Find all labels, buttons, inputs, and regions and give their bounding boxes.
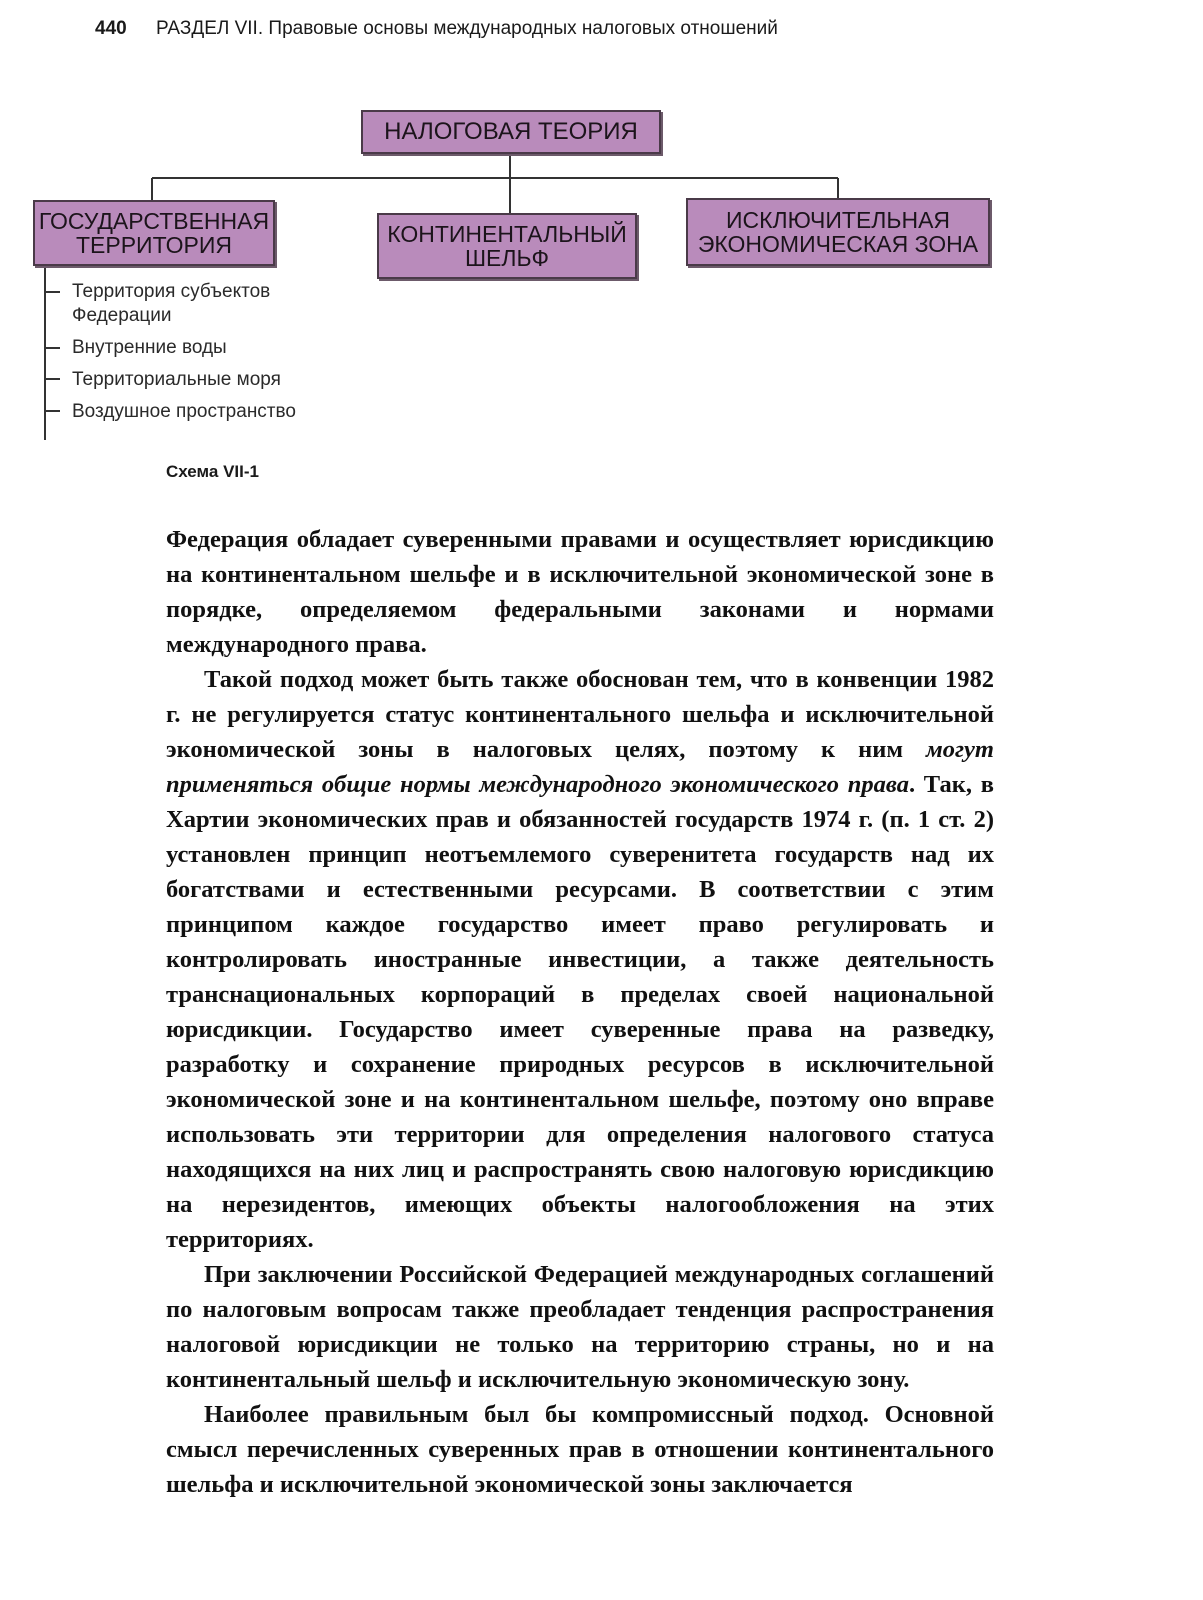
box-label-line2: ЭКОНОМИЧЕСКАЯ ЗОНА bbox=[697, 231, 979, 257]
paragraph-4: Наиболее правильным был бы компромиссный подход. Основной смысл перечисленных суверенных прав в отношении континентального шельфа и исключительной экономической зоны заключается bbox=[166, 1401, 994, 1498]
list-item: Воздушное пространство bbox=[72, 401, 296, 422]
list-item: Внутренние воды bbox=[72, 337, 227, 358]
list-item: Территориальные моря bbox=[72, 369, 281, 390]
section-title-text: Правовые основы международных налоговых отношений bbox=[268, 18, 778, 39]
paragraph-2-end: . Так, в Хартии экономических прав и обязанностей государств 1974 г. (п. 1 ст. 2) установлен принцип неотъемлемого суверенитета государств над их богатствами и естественными ресурсами. В соответствии с этим принципом каждое государство имеет право регулировать и контролировать иностранные инвестиции, а также деятельность транснациональных корпораций в пределах своей национальной юрисдикции. Государство имеет суверенные права на разведку, разработку и сохранение природных ресурсов в исключительной экономической зоне и на континентальном шельфе, поэтому оно вправе использовать эти территории для определения налогового статуса находящихся на них лиц и распространять свою налоговую юрисдикцию на нерезидентов, имеющих объекты налогообложения на этих территориях. bbox=[166, 771, 994, 1253]
body-text bbox=[166, 522, 994, 1502]
diagram-caption: Схема VII-1 bbox=[166, 462, 259, 481]
box-label-line1: ГОСУДАРСТВЕННАЯ bbox=[38, 207, 270, 234]
paragraph-2-italic: могут применяться общие нормы международного экономического права bbox=[166, 736, 994, 798]
diagram-root-box bbox=[361, 110, 661, 154]
section-label: РАЗДЕЛ VII. bbox=[155, 18, 264, 39]
box-label-line1: ИСКЛЮЧИТЕЛЬНАЯ bbox=[725, 206, 951, 233]
diagram-box-continental-shelf bbox=[377, 213, 637, 279]
box-label-line1: КОНТИНЕНТАЛЬНЫЙ bbox=[387, 220, 627, 247]
paragraph-1: Федерация обладает суверенными правами и осуществляет юрисдикцию на континентальном шельфе и в исключительной экономической зоне в порядке, определяемом федеральными законами и нормами международного права. bbox=[166, 526, 994, 658]
paragraph-2 bbox=[166, 662, 994, 1257]
paragraph-3: При заключении Российской Федерацией международных соглашений по налоговым вопросам также преобладает тенденция распространения налоговой юрисдикции не только на территорию страны, но и на континентальный шельф и исключительную экономическую зону. bbox=[166, 1261, 994, 1393]
box-label-line2: ТЕРРИТОРИЯ bbox=[75, 232, 232, 258]
diagram-root-label: НАЛОГОВАЯ ТЕОРИЯ bbox=[384, 118, 638, 146]
paragraph-2-start: Такой подход может быть также обоснован тем, что в конвенции 1982 г. не регулируется статус континентального шельфа и исключительной экономической зоны в налоговых целях, поэтому к ним bbox=[166, 666, 994, 763]
box-label-line2: ШЕЛЬФ bbox=[464, 245, 550, 271]
diagram-box-state-territory bbox=[33, 200, 275, 266]
tax-theory-diagram bbox=[0, 0, 1203, 460]
page-number: 440 bbox=[95, 18, 127, 39]
list-item: Территория субъектов Федерации bbox=[72, 281, 271, 326]
diagram-box-exclusive-economic-zone bbox=[686, 198, 990, 266]
territory-items-list bbox=[72, 280, 312, 432]
